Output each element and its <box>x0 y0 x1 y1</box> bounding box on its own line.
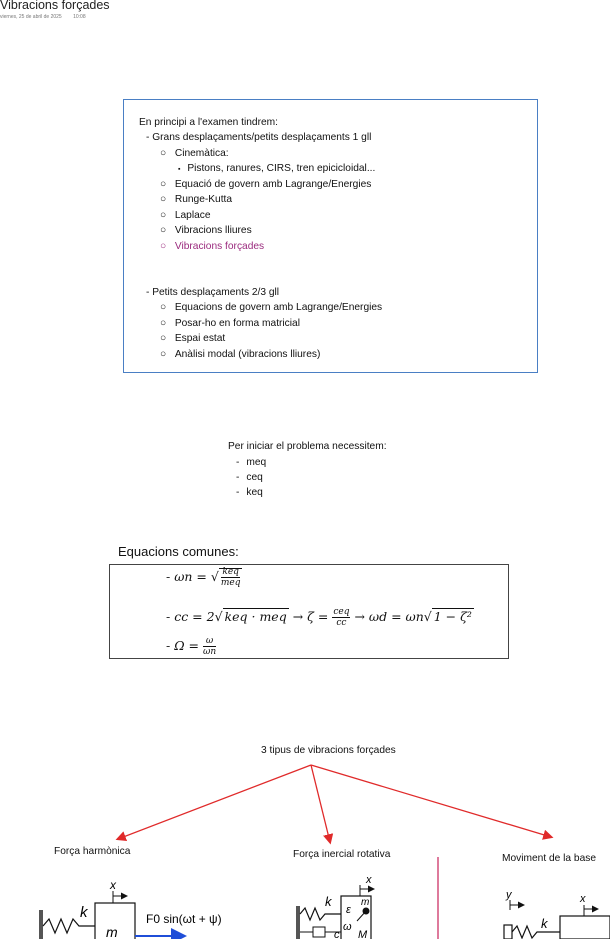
needs-item: - keq <box>236 487 263 498</box>
outline-item: ○ Laplace <box>160 210 211 221</box>
label-k: k <box>80 904 88 921</box>
needs-title: Per iniciar el problema necessitem: <box>228 441 387 452</box>
arrow-to-base <box>311 765 551 837</box>
label-M: M <box>358 929 368 939</box>
bullet-circle-icon: ○ <box>160 318 167 329</box>
bullet-circle-icon: ○ <box>160 302 167 313</box>
outline-group-2: - Petits desplaçaments 2/3 gll <box>146 287 280 298</box>
bullet-circle-icon: ○ <box>160 349 167 360</box>
arrow-to-rotating <box>311 765 330 842</box>
equation-omega-n: - ωn = √ $\frac{\text{keq}}{\text{meq}}$ <box>166 567 241 588</box>
bullet-square-icon: ▪ <box>178 166 181 173</box>
label-x: x <box>366 874 372 886</box>
label-force: F0 sin(ωt + ψ) <box>146 912 222 926</box>
outline-item: ○ Runge-Kutta <box>160 194 233 205</box>
page-title: Vibracions forçades <box>0 0 110 12</box>
outline-sub-item: ▪ Pistons, ranures, CIRS, tren epicicloidal... <box>178 163 376 174</box>
outline-item: ○ Equació de govern amb Lagrange/Energies <box>160 179 372 190</box>
outline-group-1: - Grans desplaçaments/petits desplaçaments 1 gll <box>146 132 372 143</box>
base-excitation-sketch <box>504 889 610 939</box>
label-k: k <box>325 894 332 909</box>
label-k: k <box>541 916 548 931</box>
bullet-circle-icon: ○ <box>160 333 167 344</box>
rotating-unbalance-sketch <box>296 874 373 939</box>
time-text: 10:08 <box>73 14 86 20</box>
type-label-base: Moviment de la base <box>502 853 597 864</box>
label-c: c <box>334 929 340 939</box>
label-m: m <box>361 897 370 908</box>
equation-cc-zeta-omega-d: - cc = 2√ keq · meq → ζ = $\frac{\text{ceq}}{cc}$ → ωd = ωn√ 1 − ζ² <box>166 607 472 628</box>
type-label-rotating: Força inercial rotativa <box>293 849 391 860</box>
outline-item: ○ Anàlisi modal (vibracions lliures) <box>160 349 321 360</box>
bullet-circle-icon: ○ <box>160 210 167 221</box>
outline-item: ○ Posar-ho en forma matricial <box>160 318 300 329</box>
equations-heading: Equacions comunes: <box>118 544 239 559</box>
label-epsilon: ε <box>346 904 351 916</box>
label-y: y <box>506 889 512 901</box>
needs-item: - ceq <box>236 472 263 483</box>
bullet-circle-icon: ○ <box>160 225 167 236</box>
bullet-circle-icon: ○ <box>160 148 167 159</box>
bullet-circle-icon: ○ <box>160 194 167 205</box>
outline-item: ○ Cinemàtica: <box>160 148 229 159</box>
equation-Omega: - Ω = $\frac{\omega}{\omega n}$ <box>166 636 217 657</box>
outline-item: ○ Vibracions lliures <box>160 225 252 236</box>
label-omega: ω <box>343 921 352 933</box>
needs-item: - meq <box>236 457 267 468</box>
bullet-circle-icon: ○ <box>160 179 167 190</box>
label-x: x <box>110 878 116 892</box>
outline-item: ○ Espai estat <box>160 333 226 344</box>
arrow-to-harmonic <box>118 765 311 839</box>
diagram-title: 3 tipus de vibracions forçades <box>261 745 396 756</box>
outline-item: ○ Equacions de govern amb Lagrange/Energies <box>160 302 383 313</box>
bullet-circle-icon: ○ <box>160 241 167 252</box>
outline-item-highlighted[interactable]: ○ Vibracions forçades <box>160 241 265 252</box>
harmonic-force-sketch <box>39 878 222 939</box>
type-label-harmonic: Força harmònica <box>54 846 131 857</box>
outline-intro: En principi a l'examen tindrem: <box>139 117 278 128</box>
label-m: m <box>106 924 118 939</box>
date-text: viernes, 25 de abril de 2025 <box>0 14 62 20</box>
label-x: x <box>580 893 586 905</box>
